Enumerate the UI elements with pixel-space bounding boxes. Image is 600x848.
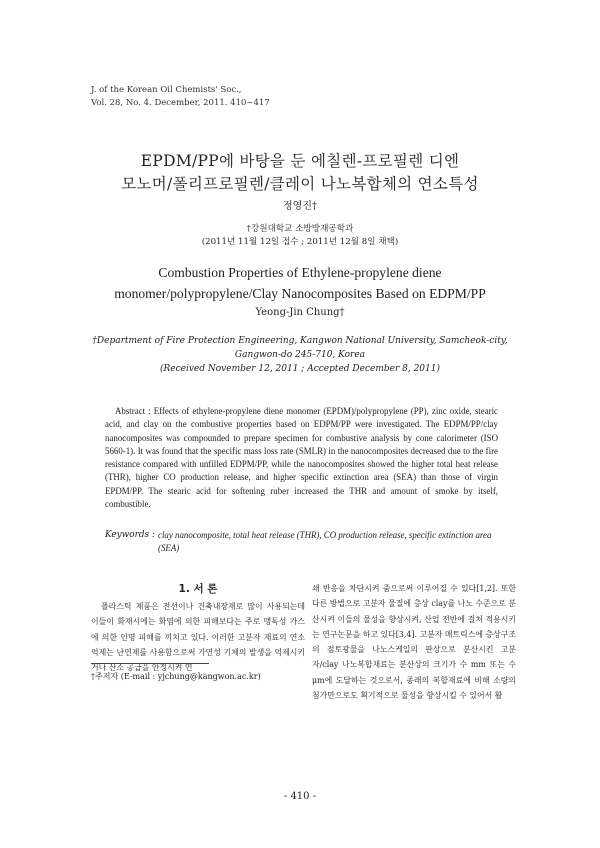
footnote: †주저자 (E-mail : yjchung@kangwon.ac.kr) <box>91 672 261 681</box>
english-title <box>0 262 600 304</box>
english-affiliation-line-2: Gangwon-do 245-710, Korea <box>234 350 366 360</box>
section-heading-introduction: 1. 서 론 <box>178 583 218 595</box>
footnote-divider <box>91 663 209 664</box>
english-affiliation <box>0 334 600 376</box>
journal-header <box>91 84 270 110</box>
korean-author: 정영진† <box>283 201 317 212</box>
english-author: Yeong-Jin Chung† <box>255 307 345 318</box>
english-title-line-1: Combustion Properties of Ethylene-propylene diene <box>158 265 442 280</box>
body-column-right: 쇄 반응을 차단시켜 줌으로써 이루어질 수 있다[1,2]. 또한 다른 방법으로 고분자 물질에 층상 clay를 나노 수준으로 분산시켜 이들의 물성을 향상시켜, 산업 전반에 걸쳐 적용시키는 연구논문을 하고 있다[3,4]. 고분자 매트릭스에 층상구조의 점토광물을 나노스케일의 판상으로 분산시킨 고분자/clay 나노복합재료는 분산상의 크기가 수 mm 또는 수 μm에 도달하는 것으로서, 종래의 복합재료에 비해 소량의 첨가만으로도 획기적으로 물성을 향상시킬 수 있어서 활 <box>312 584 516 701</box>
korean-title <box>0 150 600 196</box>
keywords-label: Keywords : <box>105 530 155 540</box>
korean-title-line-2: 모노머/폴리프로필렌/클레이 나노복합체의 연소특성 <box>121 175 479 193</box>
english-received-dates: (Received November 12, 2011 ; Accepted December 8, 2011) <box>159 364 440 374</box>
body-column-left: 플라스틱 제품은 전선이나 건축내장재로 많이 사용되는데 이들이 화재시에는 화염에 의한 피해보다는 주로 맹독성 가스에 의한 인명 피해를 끼치고 있다. 이러한 고분자 재료의 연소억제는 난연제를 사용함으로써 가연성 기체의 발생을 억제시키거나 산소 공급을 안정시켜 연 <box>91 602 305 673</box>
journal-line-2: Vol. 28, No. 4. December, 2011. 410~417 <box>91 98 270 108</box>
english-affiliation-line-1: †Department of Fire Protection Engineering, Kangwon National University, Samcheok-city, <box>92 336 508 346</box>
korean-received-dates: (2011년 11월 12일 접수 ; 2011년 12월 8일 채택) <box>201 237 399 247</box>
page-number: - 410 - <box>283 791 317 802</box>
journal-line-1: J. of the Korean Oil Chemists' Soc., <box>91 85 242 95</box>
abstract: Abstract : Effects of ethylene-propylene diene monomer (EPDM)/polypropylene (PP), zinc oxide, stearic acid, and clay on the combustive properties based on EDPM/PP were investigated. The EDPM/PP/clay nanocomposites was compounded to prepare specimen for combustive analysis by cone calorimeter (ISO 5660-1). It was found that the specific mass loss rate (SMLR) in the nanocomposites decreased due to the fire resistance compared with unfilled EDPM/PP, while the nanocomposites showed the higher total heat release (THR), higher CO production release, and higher specific extinction area (SEA) than those of virgin EPDM/PP. The stearic acid for softening ruber increased the THR and amount of smoke by itself, combustible. <box>105 406 498 510</box>
english-title-line-2: monomer/polypropylene/Clay Nanocomposites Based on EDPM/PP <box>114 286 486 301</box>
keywords-text: clay nanocomposite, total heat release (THR), CO production release, specific extinction area (SEA) <box>158 530 492 553</box>
korean-title-line-1: EPDM/PP에 바탕을 둔 에칠렌-프로필렌 디엔 <box>140 152 460 170</box>
korean-affiliation <box>0 223 600 249</box>
korean-affiliation-line-1: †강원대학교 소방방재공학과 <box>246 224 354 234</box>
